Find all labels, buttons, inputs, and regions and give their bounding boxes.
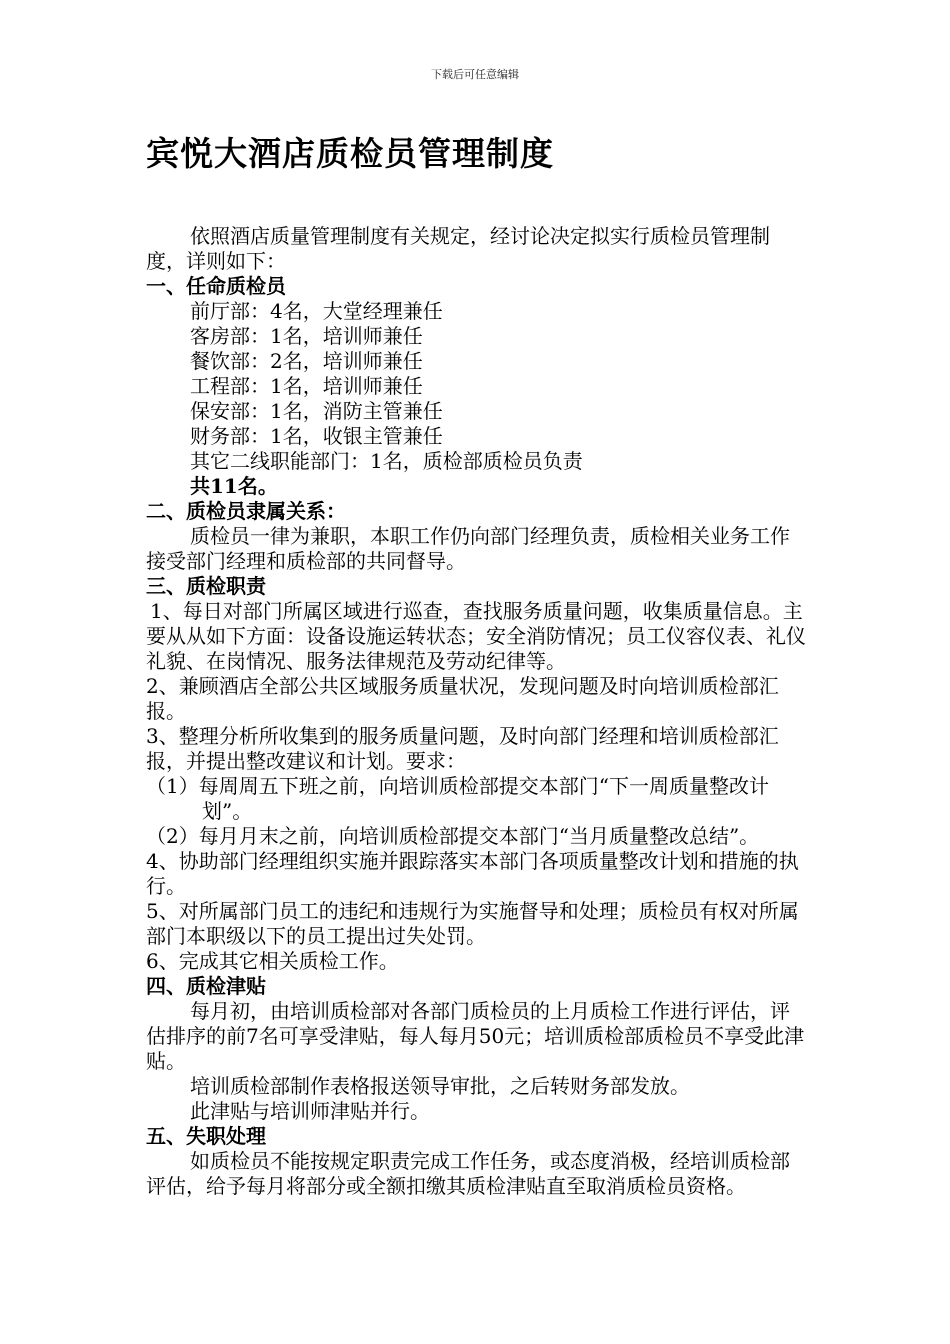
dereliction-paragraph: 如质检员不能按规定职责完成工作任务，或态度消极，经培训质检部评估，给予每月将部分或全额扣缴其质检津贴直至取消质检员资格。 xyxy=(146,1149,790,1198)
list-item: 保安部：1名，消防主管兼任 xyxy=(190,399,443,423)
section-heading-affiliation: 二、质检员隶属关系： xyxy=(146,499,346,523)
total-count: 共11名。 xyxy=(190,474,278,498)
section-heading-duties: 三、质检职责 xyxy=(146,574,266,598)
list-item: 其它二线职能部门：1名，质检部质检员负责 xyxy=(190,449,583,473)
duty-item-2: 2、兼顾酒店全部公共区域服务质量状况，发现问题及时向培训质检部汇报。 xyxy=(146,674,779,723)
duty-item-3: 3、整理分析所收集到的服务质量问题，及时向部门经理和培训质检部汇报，并提出整改建议和计划。要求： xyxy=(146,724,779,773)
duty-subitem-2: （2）每月月末之前，向培训质检部提交本部门“当月质量整改总结”。 xyxy=(146,824,760,848)
page-header-note: 下载后可任意编辑 xyxy=(431,68,519,81)
intro-paragraph: 依照酒店质量管理制度有关规定，经讨论决定拟实行质检员管理制度，详则如下： xyxy=(146,224,770,273)
duty-item-1: 1、每日对部门所属区域进行巡查，查找服务质量问题，收集质量信息。主要从从如下方面：设备设施运转状态；安全消防情况；员工仪容仪表、礼仪礼貌、在岗情况、服务法律规范及劳动纪律等。 xyxy=(146,599,806,673)
duty-item-5: 5、对所属部门员工的违纪和违规行为实施督导和处理；质检员有权对所属部门本职级以下的员工提出过失处罚。 xyxy=(146,899,799,948)
document-body xyxy=(146,224,808,1199)
list-item: 工程部：1名，培训师兼任 xyxy=(190,374,423,398)
document-title: 宾悦大酒店质检员管理制度 xyxy=(146,134,554,173)
allowance-paragraph-1: 每月初，由培训质检部对各部门质检员的上月质检工作进行评估，评估排序的前7名可享受津贴，每人每月50元；培训质检部质检员不享受此津贴。 xyxy=(146,999,805,1073)
duty-item-4: 4、协助部门经理组织实施并跟踪落实本部门各项质量整改计划和措施的执行。 xyxy=(146,849,799,898)
section-heading-dereliction: 五、失职处理 xyxy=(146,1124,266,1148)
duty-subitem-1: （1）每周周五下班之前，向培训质检部提交本部门“下一周质量整改计划”。 xyxy=(146,774,769,823)
section-heading-allowance: 四、质检津贴 xyxy=(146,974,266,998)
affiliation-paragraph: 质检员一律为兼职，本职工作仍向部门经理负责，质检相关业务工作接受部门经理和质检部的共同督导。 xyxy=(146,524,790,573)
section-heading-appointment: 一、任命质检员 xyxy=(146,274,286,298)
duty-item-6: 6、完成其它相关质检工作。 xyxy=(146,949,399,973)
list-item: 餐饮部：2名，培训师兼任 xyxy=(190,349,423,373)
allowance-paragraph-2: 培训质检部制作表格报送领导审批，之后转财务部发放。 xyxy=(190,1074,690,1098)
list-item: 财务部：1名，收银主管兼任 xyxy=(190,424,443,448)
list-item: 客房部：1名，培训师兼任 xyxy=(190,324,423,348)
allowance-paragraph-3: 此津贴与培训师津贴并行。 xyxy=(190,1099,430,1123)
list-item: 前厅部：4名，大堂经理兼任 xyxy=(190,299,443,323)
